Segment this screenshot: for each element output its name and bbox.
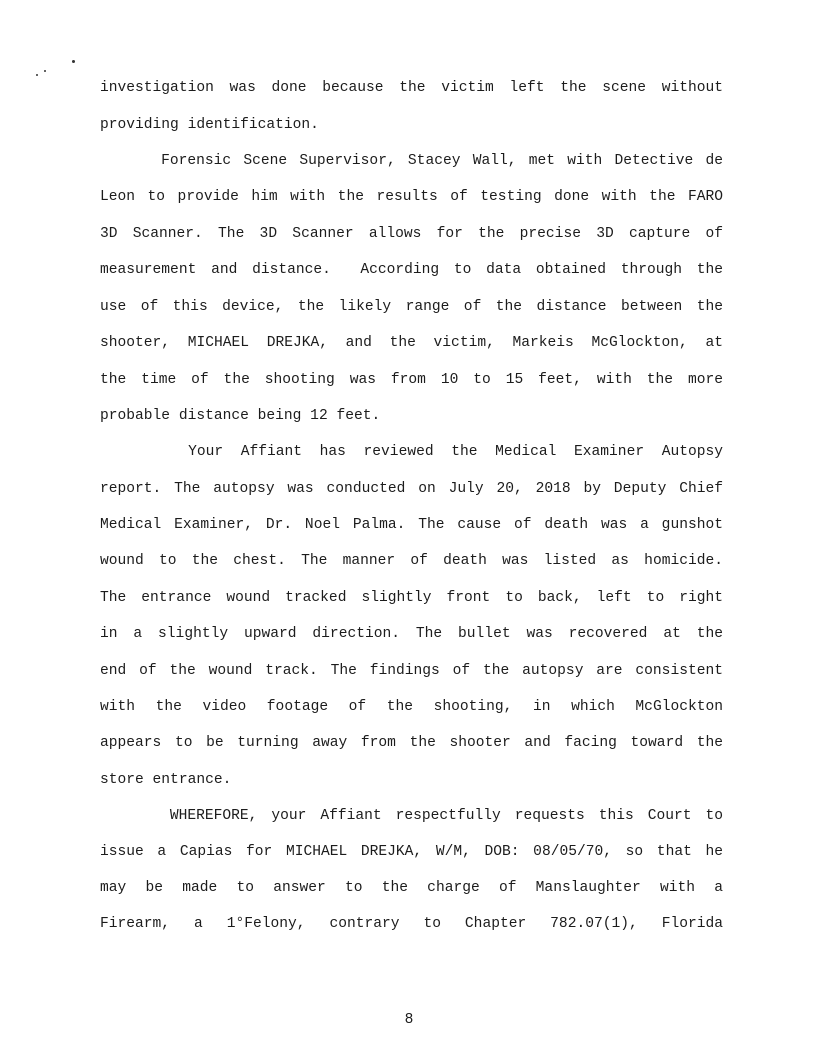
text-line: 3D Scanner. The 3D Scanner allows for the precise 3D capture of	[100, 226, 723, 242]
text-line: wound to the chest. The manner of death was listed as homicide.	[100, 553, 723, 569]
text-line: probable distance being 12 feet.	[100, 408, 381, 424]
text-line: the time of the shooting was from 10 to 15 feet, with the more	[100, 372, 723, 388]
text-line: shooter, MICHAEL DREJKA, and the victim, Markeis McGlockton, at	[100, 335, 723, 351]
text-line: Forensic Scene Supervisor, Stacey Wall, met with Detective de	[100, 153, 723, 169]
text-line: Your Affiant has reviewed the Medical Examiner Autopsy	[100, 444, 723, 460]
text-line: Leon to provide him with the results of testing done with the FARO	[100, 189, 723, 205]
text-line: Medical Examiner, Dr. Noel Palma. The cause of death was a gunshot	[100, 517, 723, 533]
text-line: providing identification.	[100, 117, 319, 133]
text-line: issue a Capias for MICHAEL DREJKA, W/M, DOB: 08/05/70, so that he	[100, 844, 723, 860]
text-line: use of this device, the likely range of the distance between the	[100, 299, 723, 315]
text-line: store entrance.	[100, 772, 232, 788]
text-line: measurement and distance. According to data obtained through the	[100, 262, 723, 278]
text-line: end of the wound track. The findings of the autopsy are consistent	[100, 663, 723, 679]
text-line: may be made to answer to the charge of Manslaughter with a	[100, 880, 723, 896]
text-line: Firearm, a 1°Felony, contrary to Chapter 782.07(1), Florida	[100, 916, 723, 932]
text-line: with the video footage of the shooting, in which McGlockton	[100, 699, 723, 715]
page-number: 8	[404, 1012, 414, 1028]
text-line: report. The autopsy was conducted on July 20, 2018 by Deputy Chief	[100, 481, 723, 497]
scan-speck	[36, 74, 38, 76]
text-line: investigation was done because the victim left the scene without	[100, 80, 723, 96]
scan-speck	[44, 70, 46, 72]
text-line: in a slightly upward direction. The bullet was recovered at the	[100, 626, 723, 642]
scan-speck	[72, 60, 75, 63]
text-line: The entrance wound tracked slightly front to back, left to right	[100, 590, 723, 606]
text-line: WHEREFORE, your Affiant respectfully requests this Court to	[100, 808, 723, 824]
text-line: appears to be turning away from the shooter and facing toward the	[100, 735, 723, 751]
